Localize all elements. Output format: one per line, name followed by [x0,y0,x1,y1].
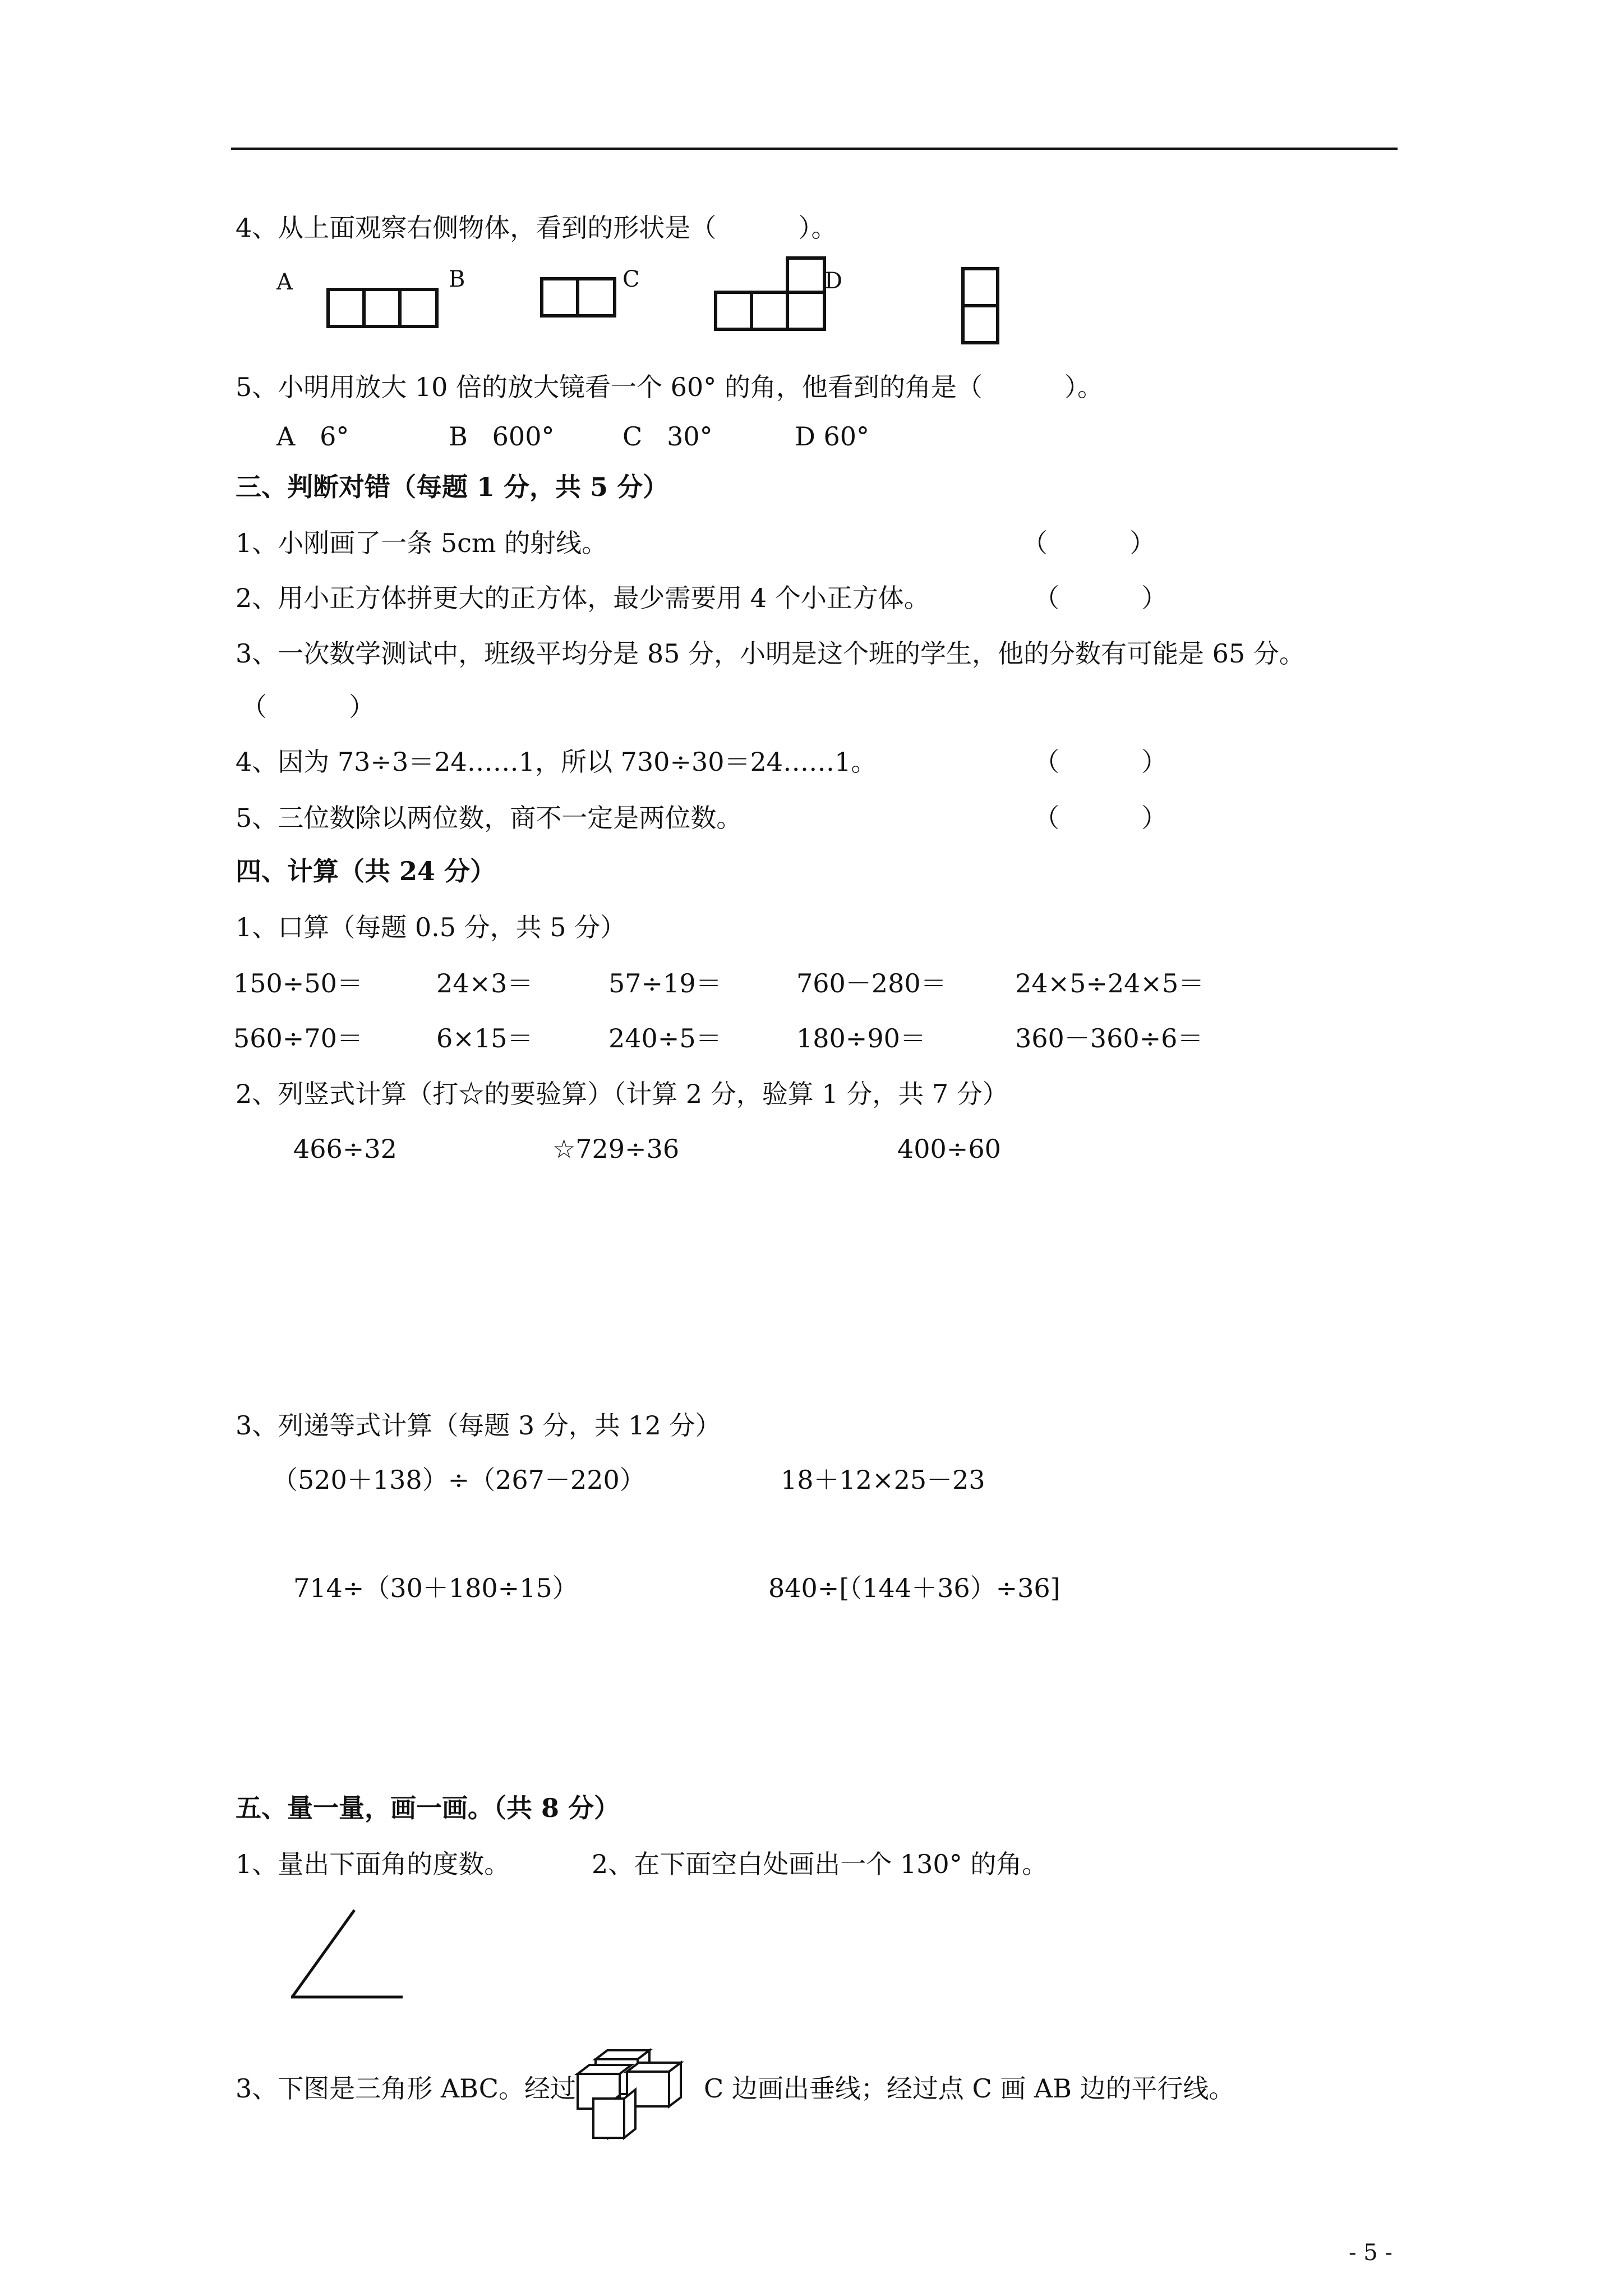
stepwise-calc-item: 18＋12×25－23 [781,1465,985,1495]
judge-item-2: 2、用小正方体拼更大的正方体，最少需要用 4 个小正方体。 [236,583,930,613]
oral-calc-heading: 1、口算（每题 0.5 分，共 5 分） [236,912,626,942]
q5-option-c: C 30° [623,421,713,452]
q4-option-c-label: C [623,266,640,292]
q4-option-b-label: B [449,266,465,292]
oral-calc-item: 6×15＝ [436,1023,533,1053]
oral-calc-item: 560÷70＝ [233,1023,363,1053]
stepwise-calc-item: 840÷[（144＋36）÷36] [768,1573,1061,1603]
oral-calc-item: 760－280＝ [796,968,947,999]
oral-calc-item: 57÷19＝ [608,968,722,999]
measure-angle-question: 1、量出下面角的度数。 [236,1849,510,1879]
q5-option-a: A 6° [276,421,349,452]
vertical-calc-item: 466÷32 [293,1134,397,1164]
judge-item-3: 3、一次数学测试中，班级平均分是 85 分，小明是这个班的学生，他的分数有可能是 65 分。 [236,638,1305,669]
section-3-title: 三、判断对错（每题 1 分，共 5 分） [236,472,669,502]
q4-option-d-label: D [824,268,843,294]
oral-calc-item: 150÷50＝ [233,968,363,999]
draw-angle-question: 2、在下面空白处画出一个 130° 的角。 [592,1849,1048,1879]
oral-calc-item: 24×5÷24×5＝ [1015,968,1205,999]
oral-calc-item: 24×3＝ [436,968,533,999]
triangle-question-end: C 边画出垂线；经过点 C 画 AB 边的平行线。 [704,2073,1235,2104]
vertical-calc-item: 400÷60 [897,1134,1001,1164]
q5-option-d: D 60° [795,421,870,452]
q5-text: 5、小明用放大 10 倍的放大镜看一个 60° 的角，他看到的角是（ ）。 [236,372,1104,402]
judge-item-5-answer[interactable]: （ ） [1034,803,1168,833]
q5-option-b: B 600° [449,421,555,452]
oral-calc-item: 240÷5＝ [608,1023,722,1053]
vertical-calc-heading: 2、列竖式计算（打☆的要验算）（计算 2 分，验算 1 分，共 7 分） [236,1079,1008,1109]
judge-item-1-answer[interactable]: （ ） [1022,528,1156,558]
judge-item-4: 4、因为 73÷3＝24……1，所以 730÷30＝24……1。 [236,747,877,777]
judge-item-3-answer[interactable]: （ ） [241,692,375,722]
judge-item-1: 1、小刚画了一条 5cm 的射线。 [236,528,608,558]
vertical-calc-item: ☆729÷36 [552,1134,680,1164]
section-4-title: 四、计算（共 24 分） [236,856,496,886]
oral-calc-item: 180÷90＝ [796,1023,926,1053]
judge-item-5: 5、三位数除以两位数，商不一定是两位数。 [236,803,743,833]
page-number: - 5 - [1349,2240,1393,2266]
stepwise-calc-item: （520＋138）÷（267－220） [272,1465,645,1495]
q4-text: 4、从上面观察右侧物体，看到的形状是（ ）。 [236,213,837,243]
judge-item-4-answer[interactable]: （ ） [1034,747,1168,777]
judge-item-2-answer[interactable]: （ ） [1034,583,1168,613]
cube-stack-figure [572,2045,718,2140]
stepwise-calc-heading: 3、列递等式计算（每题 3 分，共 12 分） [236,1410,721,1441]
stepwise-calc-item: 714÷（30＋180÷15） [293,1573,578,1603]
triangle-question-start: 3、下图是三角形 ABC。经过 [236,2073,576,2104]
oral-calc-item: 360－360÷6＝ [1015,1023,1204,1053]
q4-option-a-label: A [276,269,293,295]
section-5-title: 五、量一量，画一画。（共 8 分） [236,1793,620,1823]
